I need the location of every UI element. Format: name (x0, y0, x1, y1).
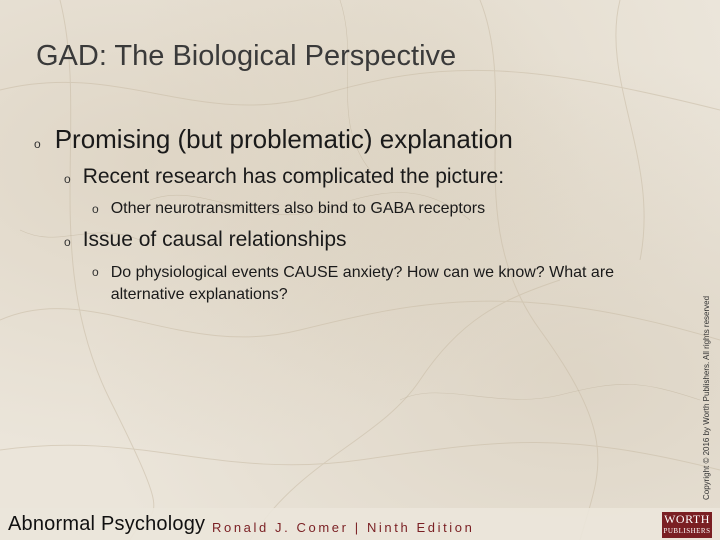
footer-book-title: Abnormal Psychology (8, 513, 206, 535)
bullet-level1-explanation (34, 124, 513, 155)
footer-author-edition: Ronald J. Comer | Ninth Edition (212, 520, 475, 535)
bullet-text: Issue of causal relationships (82, 228, 347, 251)
logo-line1: WORTH (664, 512, 710, 526)
bullet-icon: o (92, 265, 99, 279)
bullet-level2-causal (64, 228, 347, 252)
bullet-text: Promising (but problematic) explanation (54, 124, 513, 154)
bullet-icon: o (64, 172, 71, 186)
publisher-logo (662, 512, 712, 538)
slide-title: GAD: The Biological Perspective (36, 40, 457, 72)
bullet-icon: o (92, 202, 99, 216)
bullet-level3-physiological (92, 262, 671, 307)
bullet-level2-recent-research (64, 165, 504, 189)
bullet-text: Recent research has complicated the picture: (82, 165, 505, 188)
bullet-icon: o (34, 137, 41, 151)
footer-bar (0, 508, 720, 540)
bullet-level3-neurotransmitters (92, 200, 485, 218)
bullet-text: Other neurotransmitters also bind to GABA receptors (110, 200, 486, 217)
bullet-icon: o (64, 235, 71, 249)
bullet-text: Do physiological events CAUSE anxiety? How can we know? What are alternative explanations? (110, 264, 615, 304)
copyright-notice: Copyright © 2016 by Worth Publishers. All rights reserved (702, 295, 711, 500)
logo-line2: PUBLISHERS (663, 527, 711, 535)
